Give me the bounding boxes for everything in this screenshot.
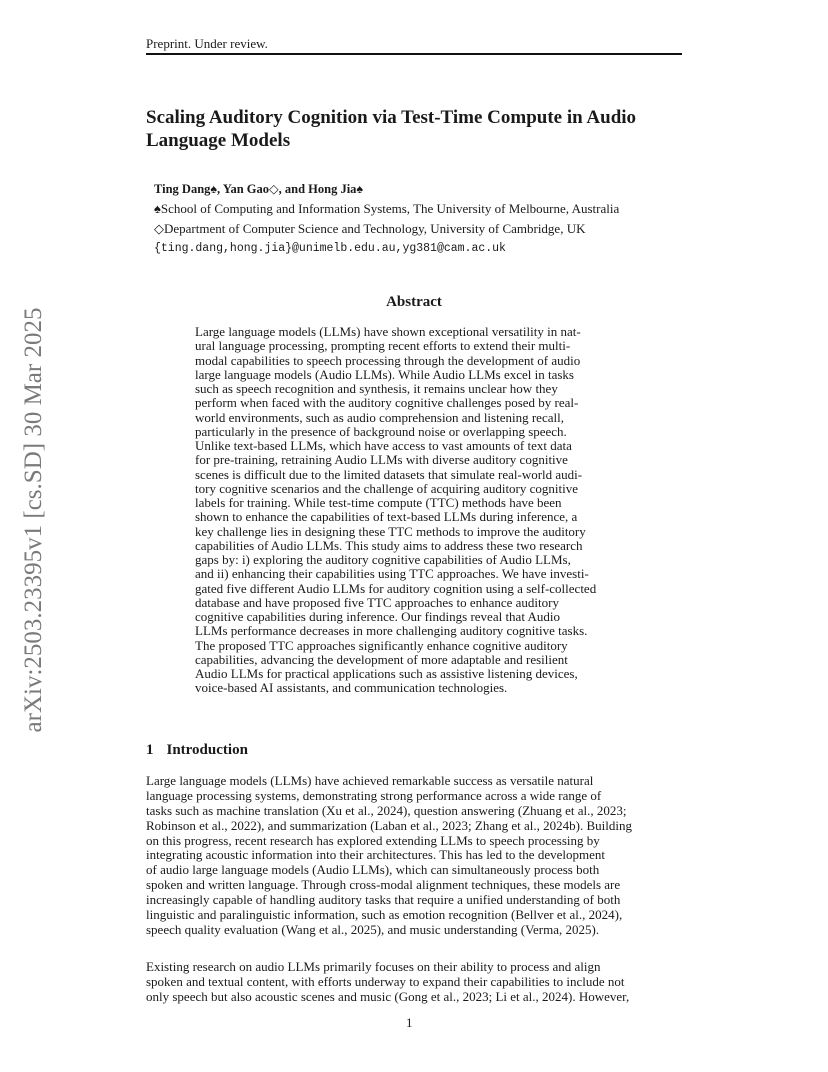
abstract-line: world environments, such as audio comprehension and listening recall, [195, 409, 564, 425]
abstract-line: scenes is difficult due to the limited datasets that simulate real-world audi- [195, 466, 583, 482]
abstract-line: The proposed TTC approaches significantly enhance cognitive auditory [195, 637, 568, 653]
running-header: Preprint. Under review. [146, 36, 268, 51]
author-list: Ting Dang♠, Yan Gao◇, and Hong Jia♠ [154, 182, 364, 196]
abstract-line: ural language processing, prompting recent efforts to extend their multi- [195, 338, 571, 354]
paragraph-line: Existing research on audio LLMs primarily focuses on their ability to process and align [146, 959, 601, 974]
abstract-line: LLMs performance decreases in more challenging auditory cognitive tasks. [195, 623, 588, 639]
abstract-line: perform when faced with the auditory cognitive challenges posed by real- [195, 395, 579, 411]
abstract-line: labels for training. While test-time compute (TTC) methods have been [195, 495, 562, 510]
paragraph-line: tasks such as machine translation (Xu et al., 2024), question answering (Zhuang et al., 2023; [146, 802, 627, 818]
affiliation-melbourne: ♠School of Computing and Information Systems, The University of Melbourne, Australia [154, 201, 620, 216]
abstract-line: cognitive capabilities during inference. Our findings reveal that Audio [195, 609, 560, 624]
arxiv-identifier-stamp: arXiv:2503.23395v1 [cs.SD] 30 Mar 2025 [20, 307, 47, 733]
section-title: Introduction [166, 742, 248, 758]
paragraph-line: increasingly capable of handling auditory tasks that require a unified understanding of both [146, 892, 621, 908]
abstract-line: database and have proposed five TTC approaches to enhance auditory [195, 594, 559, 610]
paragraph-line: Robinson et al., 2022), and summarization (Laban et al., 2023; Zhang et al., 2024b). Building [146, 817, 632, 833]
paragraph-line: Large language models (LLMs) have achieved remarkable success as versatile natural [146, 773, 594, 788]
abstract-line: voice-based AI assistants, and communication technologies. [195, 680, 508, 696]
paragraph-line: on this progress, recent research has explored extending LLMs to speech processing by [146, 832, 600, 848]
paragraph-line: only speech but also acoustic scenes and music (Gong et al., 2023; Li et al., 2024). However, [146, 988, 630, 1004]
affiliation-cambridge: ◇Department of Computer Science and Technology, University of Cambridge, UK [154, 221, 586, 236]
paragraph-line: spoken and textual content, with efforts underway to expand their capabilities to include not [146, 973, 625, 989]
abstract-line: Unlike text-based LLMs, which have access to vast amounts of text data [195, 438, 572, 453]
abstract-body [195, 325, 636, 696]
paragraph-line: linguistic and paralinguistic information, such as emotion recognition (Bellver et al., 2024), [146, 907, 623, 923]
paragraph-line: language processing systems, demonstrating strong performance across a wide range of [146, 787, 602, 803]
abstract-line: such as speech recognition and synthesis, it remains unclear how they [195, 381, 558, 396]
abstract-line: and ii) enhancing their capabilities using TTC approaches. We have investi- [195, 566, 589, 582]
abstract-line: key challenge lies in designing these TTC methods to improve the auditory [195, 523, 586, 539]
paragraph-line: spoken and written language. Through cross-modal alignment techniques, these models are [146, 877, 621, 893]
paper-title [146, 106, 706, 152]
abstract-line: Audio LLMs for practical applications such as assistive listening devices, [195, 666, 578, 681]
section-number: 1 [146, 742, 154, 758]
paragraph-line: of audio large language models (Audio LLMs), which can simultaneously process both [146, 862, 600, 878]
abstract-line: particularly in the presence of background noise or overlapping speech. [195, 423, 567, 439]
abstract-line: modal capabilities to speech processing through the development of audio [195, 352, 581, 368]
section-heading-introduction [146, 742, 248, 759]
intro-paragraph-2 [146, 960, 686, 1005]
abstract-line: gated five different Audio LLMs for auditory cognition using a self-collected [195, 580, 597, 596]
abstract-heading: Abstract [386, 294, 442, 310]
abstract-line: capabilities, advancing the development of more adaptable and resilient [195, 651, 568, 667]
author-emails: {ting.dang,hong.jia}@unimelb.edu.au,yg381@cam.ac.uk [154, 242, 506, 255]
intro-paragraph-1 [146, 774, 686, 938]
paragraph-line: integrating acoustic information into their architectures. This has led to the development [146, 847, 605, 863]
abstract-line: for pre-training, retraining Audio LLMs with diverse auditory cognitive [195, 452, 568, 468]
abstract-line: gaps by: i) exploring the auditory cognitive capabilities of Audio LLMs, [195, 552, 571, 567]
title-line: Language Models [146, 130, 291, 151]
abstract-line: capabilities of Audio LLMs. This study aims to address these two research [195, 537, 583, 553]
page-number: 1 [406, 1015, 413, 1030]
abstract-line: shown to enhance the capabilities of text-based LLMs during inference, a [195, 509, 578, 525]
abstract-line: Large language models (LLMs) have shown exceptional versatility in nat- [195, 324, 581, 339]
title-line: Scaling Auditory Cognition via Test-Time Compute in Audio [146, 107, 637, 128]
abstract-line: large language models (Audio LLMs). While Audio LLMs excel in tasks [195, 366, 574, 382]
abstract-line: tory cognitive scenarios and the challenge of acquiring auditory cognitive [195, 480, 579, 496]
paragraph-line: speech quality evaluation (Wang et al., 2025), and music understanding (Verma, 2025). [146, 921, 600, 937]
header-rule [146, 53, 682, 55]
